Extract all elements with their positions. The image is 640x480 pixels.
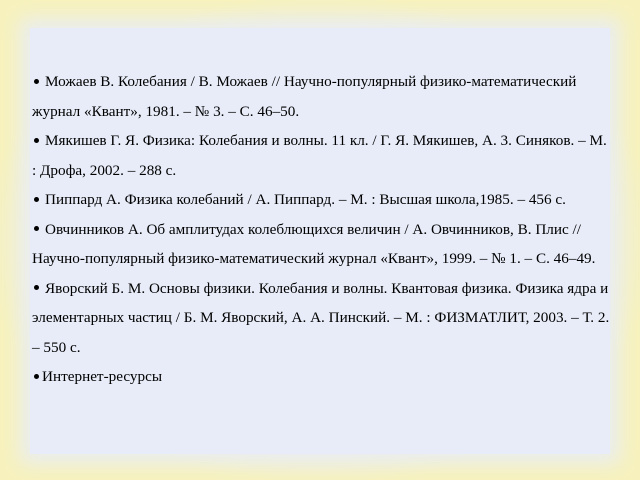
reference-text: Мякишев Г. Я. Физика: Колебания и волны. 11 кл. / Г. Я. Мякишев, А. 3. Синяков. – М. : Дрофа, 2002. – 288 с. (32, 132, 607, 179)
reference-item (32, 362, 610, 392)
reference-item (32, 274, 610, 363)
reference-text: Яворский Б. М. Основы физики. Колебания и волны. Квантовая физика. Физика ядра и элементарных частиц / Б. М. Яворский, А. А. Пинский. – М. : ФИЗМАТЛИТ, 2003. – Т. 2. – 550 с. (32, 279, 610, 356)
reference-list (32, 67, 610, 392)
bullet-icon (34, 226, 39, 231)
bullet-icon (34, 374, 39, 379)
bullet-icon (34, 79, 39, 84)
reference-item (32, 126, 610, 185)
reference-text: Можаев В. Колебания / В. Можаев // Научно-популярный физико-математический журнал «Квант», 1981. – № 3. – С. 46–50. (32, 73, 577, 120)
bullet-icon (34, 138, 39, 143)
reference-item (32, 67, 610, 126)
reference-text: Интернет-ресурсы (42, 368, 163, 385)
reference-text: Пиппард А. Физика колебаний / А. Пиппард. – М. : Высшая школа,1985. – 456 с. (45, 191, 566, 208)
bullet-icon (34, 197, 39, 202)
reference-item (32, 185, 610, 215)
reference-text: Овчинников А. Об амплитудах колеблющихся величин / А. Овчинников, В. Плис // Научно-популярный физико-математический журнал «Квант», 1999. – № 1. – С. 46–49. (32, 220, 596, 267)
bullet-icon (34, 285, 39, 290)
reference-item (32, 215, 610, 274)
